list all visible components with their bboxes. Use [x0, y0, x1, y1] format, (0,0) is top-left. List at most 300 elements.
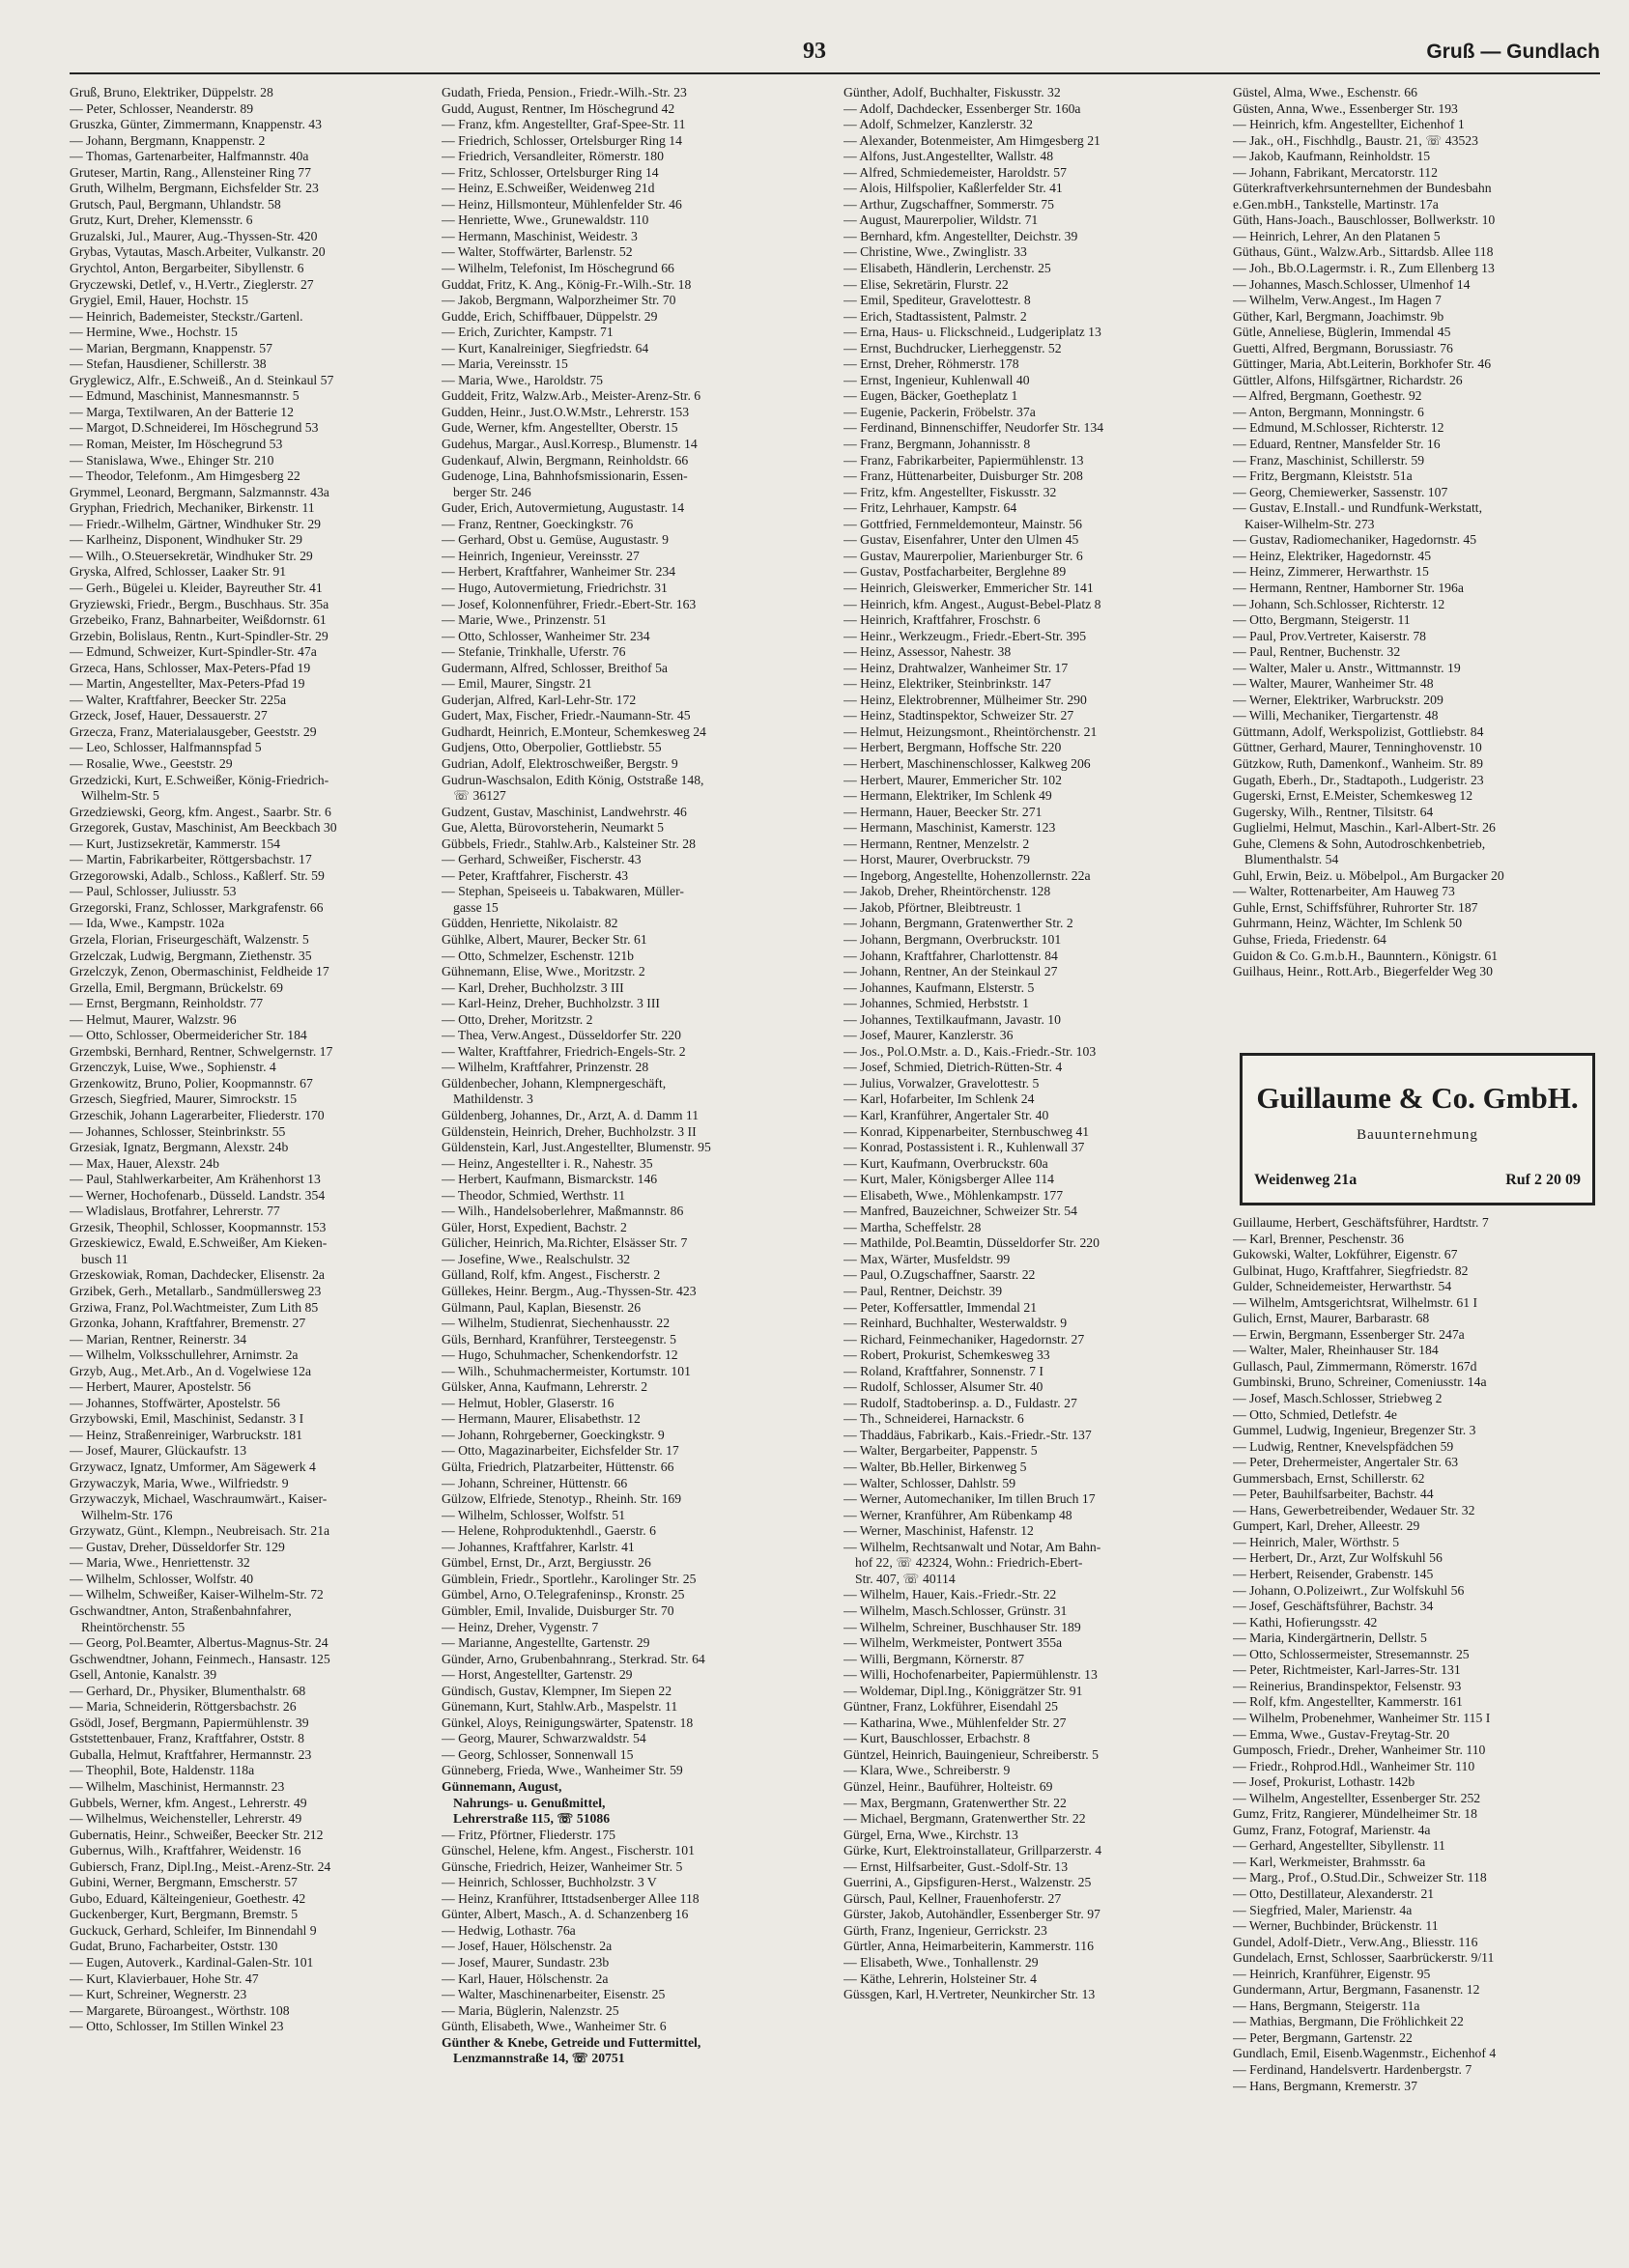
directory-entry: — Max, Wärter, Musfeldstr. 99 — [843, 1251, 1011, 1266]
directory-entry: — Adolf, Dachdecker, Essenberger Str. 160a — [843, 100, 1081, 116]
directory-entry: Günemann, Kurt, Stahlw.Arb., Maspelstr. 11 — [442, 1699, 678, 1715]
directory-entry: — Heinz, Elektriker, Hagedornstr. 45 — [1233, 548, 1432, 563]
directory-entry: Grzegorowski, Adalb., Schloss., Kaßlerf. Str. 59 — [70, 867, 325, 883]
directory-entry: — Horst, Maurer, Overbruckstr. 79 — [843, 852, 1030, 867]
directory-entry: — Wilhelm, Masch.Schlosser, Grünstr. 31 — [843, 1602, 1068, 1618]
directory-entry: — Karl-Heinz, Dreher, Buchholzstr. 3 III — [442, 996, 660, 1011]
directory-entry: Gühnemann, Elise, Wwe., Moritzstr. 2 — [442, 964, 645, 979]
directory-entry: — Johann, Rentner, An der Steinkaul 27 — [843, 964, 1058, 979]
directory-entry: — Ernst, Buchdrucker, Lierheggenstr. 52 — [843, 340, 1062, 355]
directory-entry: — Käthe, Lehrerin, Holsteiner Str. 4 — [843, 1970, 1037, 1986]
directory-entry: — Martha, Scheffelstr. 28 — [843, 1219, 982, 1234]
directory-entry: Gsödl, Josef, Bergmann, Papiermühlenstr. 39 — [70, 1715, 309, 1730]
directory-entry: — Marian, Rentner, Reinerstr. 34 — [70, 1331, 247, 1347]
directory-entry: Güntzel, Heinrich, Bauingenieur, Schreiberstr. 5 — [843, 1746, 1099, 1762]
directory-entry: Grygiel, Emil, Hauer, Hochstr. 15 — [70, 293, 248, 308]
directory-entry: — Ernst, Hilfsarbeiter, Gust.-Sdolf-Str. 13 — [843, 1858, 1069, 1874]
directory-entry: Gukowski, Walter, Lokführer, Eigenstr. 67 — [1233, 1247, 1458, 1262]
directory-entry: — Eugen, Bäcker, Goetheplatz 1 — [843, 388, 1018, 404]
directory-entry: — Wilhelm, Maschinist, Hermannstr. 23 — [70, 1778, 285, 1794]
directory-entry: — Peter, Drehermeister, Angertaler Str. 63 — [1233, 1455, 1459, 1470]
directory-entry: — Gerhard, Obst u. Gemüse, Augustastr. 9 — [442, 532, 669, 548]
directory-entry: — Wladislaus, Brotfahrer, Lehrerstr. 77 — [70, 1204, 280, 1219]
directory-entry: — Paul, Schlosser, Juliusstr. 53 — [70, 884, 237, 899]
directory-entry: Gühlke, Albert, Maurer, Becker Str. 61 — [442, 931, 647, 947]
directory-entry: Gryska, Alfred, Schlosser, Laaker Str. 91 — [70, 564, 287, 580]
directory-entry: — Walter, Bb.Heller, Birkenweg 5 — [843, 1460, 1027, 1475]
directory-column-2 — [442, 85, 801, 2249]
directory-entry: — Gustav, Maurerpolier, Marienburger Str. 6 — [843, 548, 1083, 563]
directory-entry: — Stanislawa, Wwe., Ehinger Str. 210 — [70, 452, 274, 468]
directory-entry: — Johann, Bergmann, Knappenstr. 2 — [70, 132, 266, 148]
directory-entry: — Theophil, Bote, Haldenstr. 118a — [70, 1763, 255, 1778]
directory-entry: — Ida, Wwe., Kampstr. 102a — [70, 916, 225, 931]
directory-entry: Gudat, Bruno, Facharbeiter, Oststr. 130 — [70, 1939, 278, 1954]
ad-subtitle: Bauunternehmung — [1357, 1127, 1478, 1143]
directory-entry: Gürtler, Anna, Heimarbeiterin, Kammerstr. 116 — [843, 1939, 1094, 1954]
directory-entry: Güdden, Henriette, Nikolaistr. 82 — [442, 916, 618, 931]
directory-entry: Gryglewicz, Alfr., E.Schweiß., An d. Steinkaul 57 — [70, 372, 334, 387]
directory-entry: — Heinz, Elektrobrenner, Mülheimer Str. 290 — [843, 692, 1087, 707]
directory-entry: ☏ 36127 — [453, 788, 506, 804]
ad-phone: Ruf 2 20 09 — [1505, 1172, 1581, 1188]
directory-entry: — Maria, Vereinsstr. 15 — [442, 356, 568, 372]
directory-entry: Blumenthalstr. 54 — [1244, 852, 1339, 867]
directory-entry: — Hans, Bergmann, Steigerstr. 11a — [1233, 1998, 1420, 2013]
directory-entry: — Reinerius, Brandinspektor, Felsenstr. 93 — [1233, 1678, 1462, 1693]
directory-entry: — Georg, Pol.Beamter, Albertus-Magnus-Str. 24 — [70, 1635, 329, 1651]
directory-entry: berger Str. 246 — [453, 484, 531, 499]
directory-entry: Gumz, Fritz, Rangierer, Mündelheimer Str. 18 — [1233, 1806, 1477, 1822]
directory-entry: Gülzow, Elfriede, Stenotyp., Rheinh. Str. 169 — [442, 1491, 682, 1507]
directory-entry: — Werner, Maschinist, Hafenstr. 12 — [843, 1523, 1034, 1539]
directory-entry: — Willi, Hochofenarbeiter, Papiermühlenstr. 13 — [843, 1667, 1098, 1683]
directory-entry: — Hugo, Autovermietung, Friedrichstr. 31 — [442, 580, 668, 595]
directory-entry: Günth, Elisabeth, Wwe., Wanheimer Str. 6 — [442, 2019, 667, 2034]
directory-entry: — Marie, Wwe., Prinzenstr. 51 — [442, 612, 607, 628]
directory-entry: Gugath, Eberh., Dr., Stadtapoth., Ludgeristr. 23 — [1233, 772, 1484, 787]
directory-entry: — Anton, Bergmann, Monningstr. 6 — [1233, 404, 1424, 419]
directory-entry: — Manfred, Bauzeichner, Schweizer Str. 54 — [843, 1204, 1077, 1219]
directory-entry: Rheintörchenstr. 55 — [81, 1619, 186, 1634]
directory-entry: — Gerhard, Dr., Physiker, Blumenthalstr. 68 — [70, 1683, 306, 1698]
directory-entry: — Kurt, Justizsekretär, Kammerstr. 154 — [70, 836, 281, 851]
directory-entry: — Ingeborg, Angestellte, Hohenzollernstr. 22a — [843, 867, 1091, 883]
directory-entry: — Walter, Maler, Rheinhauser Str. 184 — [1233, 1343, 1439, 1358]
directory-entry: Grzela, Florian, Friseurgeschäft, Walzenstr. 5 — [70, 931, 309, 947]
directory-entry: — Heinrich, Bademeister, Steckstr./Gartenl. — [70, 308, 303, 324]
directory-entry: Güsten, Anna, Wwe., Essenberger Str. 193 — [1233, 100, 1458, 116]
directory-entry: Gützkow, Ruth, Damenkonf., Wanheim. Str. 89 — [1233, 755, 1483, 771]
directory-entry: — Wilhelm, Amtsgerichtsrat, Wilhelmstr. 61 I — [1233, 1294, 1478, 1310]
directory-entry: — Max, Bergmann, Gratenwerther Str. 22 — [843, 1795, 1067, 1810]
directory-entry: Guglielmi, Helmut, Maschin., Karl-Albert-Str. 26 — [1233, 820, 1496, 836]
directory-entry: Guballa, Helmut, Kraftfahrer, Hermannstr. 23 — [70, 1746, 312, 1762]
directory-entry: Gudehus, Margar., Ausl.Korresp., Blumenstr. 14 — [442, 437, 698, 452]
directory-entry: — Gustav, Eisenfahrer, Unter den Ulmen 45 — [843, 532, 1079, 548]
directory-entry: — Konrad, Postassistent i. R., Kuhlenwall 37 — [843, 1140, 1085, 1155]
directory-entry: Guhe, Clemens & Sohn, Autodroschkenbetrieb, — [1233, 836, 1486, 851]
directory-entry: — Heinz, Kranführer, Ittstadsenberger Allee 118 — [442, 1890, 700, 1906]
directory-entry: Grzybowski, Emil, Maschinist, Sedanstr. 3 I — [70, 1411, 304, 1427]
directory-entry: — Herbert, Maurer, Emmericher Str. 102 — [843, 772, 1062, 787]
directory-entry: Gudenkauf, Alwin, Bergmann, Reinholdstr. 66 — [442, 452, 689, 468]
directory-entry: — Heinrich, Ingenieur, Vereinsstr. 27 — [442, 548, 640, 563]
directory-entry: — Heinz, E.Schweißer, Weidenweg 21d — [442, 181, 655, 196]
directory-entry: Güldenstein, Heinrich, Dreher, Buchholzstr. 3 II — [442, 1123, 697, 1139]
directory-entry: — Heinz, Drahtwalzer, Wanheimer Str. 17 — [843, 660, 1069, 675]
directory-entry: — Walter, Bergarbeiter, Pappenstr. 5 — [843, 1443, 1038, 1459]
directory-entry: Gundlach, Emil, Eisenb.Wagenmstr., Eichenhof 4 — [1233, 2046, 1497, 2061]
directory-entry: — Johann, Rohrgeberner, Goeckingkstr. 9 — [442, 1427, 665, 1442]
directory-entry: — Johann, Bergmann, Gratenwerther Str. 2 — [843, 916, 1073, 931]
directory-entry: Gulder, Schneidemeister, Herwarthstr. 54 — [1233, 1279, 1452, 1294]
directory-entry: — Helmut, Hobler, Glaserstr. 16 — [442, 1395, 614, 1410]
directory-entry: — Otto, Schlossermeister, Stresemannstr. 25 — [1233, 1646, 1470, 1661]
directory-entry: — Theodor, Schmied, Werthstr. 11 — [442, 1187, 626, 1203]
directory-entry: Grybas, Vytautas, Masch.Arbeiter, Vulkanstr. 20 — [70, 244, 326, 260]
directory-entry: — Heinz, Dreher, Vygenstr. 7 — [442, 1619, 599, 1634]
directory-entry: — Erwin, Bergmann, Essenberger Str. 247a — [1233, 1326, 1465, 1342]
ad-footer — [1254, 1172, 1581, 1189]
directory-entry: — Max, Hauer, Alexstr. 24b — [70, 1155, 219, 1171]
directory-column-1 — [70, 85, 429, 2249]
directory-entry: — Johannes, Masch.Schlosser, Ulmenhof 14 — [1233, 276, 1471, 292]
directory-entry: — Maria, Schneiderin, Röttgersbachstr. 26 — [70, 1699, 297, 1715]
directory-entry: Gülland, Rolf, kfm. Angest., Fischerstr. 2 — [442, 1267, 661, 1283]
directory-entry: — Adolf, Schmelzer, Kanzlerstr. 32 — [843, 117, 1033, 132]
directory-entry: — Paul, Rentner, Buchenstr. 32 — [1233, 644, 1401, 660]
directory-entry: Güstel, Alma, Wwe., Eschenstr. 66 — [1233, 85, 1417, 99]
directory-entry: — Peter, Koffersattler, Immendal 21 — [843, 1299, 1038, 1315]
directory-entry: Gschwandtner, Anton, Straßenbahnfahrer, — [70, 1602, 292, 1618]
directory-entry: — Herbert, Reisender, Grabenstr. 145 — [1233, 1567, 1434, 1582]
directory-entry: Güttinger, Maria, Abt.Leiterin, Borkhofer Str. 46 — [1233, 356, 1492, 372]
directory-entry: Güler, Horst, Expedient, Bachstr. 2 — [442, 1219, 627, 1234]
directory-entry: — Ferdinand, Handelsvertr. Hardenbergstr. 7 — [1233, 2061, 1472, 2077]
directory-entry: — Kurt, Kaufmann, Overbruckstr. 60a — [843, 1155, 1048, 1171]
directory-entry: — Emil, Spediteur, Gravelottestr. 8 — [843, 293, 1031, 308]
directory-entry: — Josef, Maurer, Sundastr. 23b — [442, 1954, 610, 1970]
directory-entry: — Franz, Rentner, Goeckingkstr. 76 — [442, 516, 634, 531]
directory-entry: — Heinz, Zimmerer, Herwarthstr. 15 — [1233, 564, 1429, 580]
directory-entry: — Heinz, Straßenreiniger, Warbruckstr. 181 — [70, 1427, 302, 1442]
directory-entry: — Friedrich, Schlosser, Ortelsburger Ring 14 — [442, 132, 682, 148]
directory-column-4 — [1233, 85, 1602, 1046]
directory-entry: — Alexander, Botenmeister, Am Himgesberg 21 — [843, 132, 1100, 148]
directory-entry: Gümblein, Friedr., Sportlehr., Karolinger Str. 25 — [442, 1571, 697, 1586]
directory-entry: — Paul, Prov.Vertreter, Kaiserstr. 78 — [1233, 628, 1427, 643]
directory-entry: Guhle, Ernst, Schiffsführer, Ruhrorter Str. 187 — [1233, 899, 1478, 915]
directory-entry: Guerrini, A., Gipsfiguren-Herst., Walzenstr. 25 — [843, 1875, 1092, 1890]
directory-entry: — Franz, Fabrikarbeiter, Papiermühlenstr. 13 — [843, 452, 1084, 468]
directory-entry: — Woldemar, Dipl.Ing., Königgrätzer Str. 91 — [843, 1683, 1083, 1698]
directory-entry: Gülicher, Heinrich, Ma.Richter, Elsässer Str. 7 — [442, 1235, 688, 1251]
directory-entry: — Karl, Hauer, Hölschenstr. 2a — [442, 1970, 609, 1986]
directory-entry: — Paul, Stahlwerkarbeiter, Am Krähenhorst 13 — [70, 1172, 321, 1187]
directory-entry: — Karl, Hofarbeiter, Im Schlenk 24 — [843, 1091, 1035, 1107]
directory-entry: — Emil, Maurer, Singstr. 21 — [442, 676, 592, 692]
directory-entry: Guckuck, Gerhard, Schleifer, Im Binnendahl 9 — [70, 1922, 317, 1938]
directory-entry: — Martin, Fabrikarbeiter, Röttgersbachstr. 17 — [70, 852, 312, 867]
directory-entry: Günneberg, Frieda, Wwe., Wanheimer Str. 59 — [442, 1763, 683, 1778]
directory-entry: Güthaus, Günt., Walzw.Arb., Sittardsb. Allee 118 — [1233, 244, 1494, 260]
directory-entry: — Josef, Prokurist, Lothastr. 142b — [1233, 1774, 1415, 1790]
directory-entry: — Wilhelm, Schlosser, Wolfstr. 51 — [442, 1507, 626, 1522]
directory-entry: Gulich, Ernst, Maurer, Barbarastr. 68 — [1233, 1311, 1430, 1326]
directory-entry: — Hermann, Rentner, Menzelstr. 2 — [843, 836, 1030, 851]
directory-entry: Güldenberg, Johannes, Dr., Arzt, A. d. Damm 11 — [442, 1108, 700, 1122]
directory-entry: — Helmut, Heizungsmont., Rheintörchenstr. 21 — [843, 723, 1098, 739]
directory-entry: — Heinrich, Kraftfahrer, Froschstr. 6 — [843, 612, 1041, 628]
directory-entry: — Josef, Schmied, Dietrich-Rütten-Str. 4 — [843, 1060, 1063, 1075]
directory-entry: Gürsch, Paul, Kellner, Frauenhoferstr. 27 — [843, 1890, 1062, 1906]
directory-entry: — Elisabeth, Händlerin, Lerchenstr. 25 — [843, 261, 1051, 276]
directory-entry: — Johann, Sch.Schlosser, Richterstr. 12 — [1233, 596, 1445, 611]
directory-entry: — Herbert, Maschinenschlosser, Kalkweg 206 — [843, 755, 1091, 771]
directory-entry: — Otto, Schlosser, Obermeidericher Str. 184 — [70, 1028, 307, 1043]
directory-entry: Gudd, August, Rentner, Im Höschegrund 42 — [442, 100, 675, 116]
directory-entry: — Walter, Maschinenarbeiter, Eisenstr. 25 — [442, 1987, 666, 2002]
directory-entry: — Wilhelm, Schreiner, Buschhauser Str. 189 — [843, 1619, 1081, 1634]
directory-entry: — Christine, Wwe., Zwinglistr. 33 — [843, 244, 1027, 260]
directory-entry: Günkel, Aloys, Reinigungswärter, Spatenstr. 18 — [442, 1715, 694, 1730]
directory-entry: — Kurt, Maler, Königsberger Allee 114 — [843, 1172, 1055, 1187]
directory-entry: — Theodor, Telefonm., Am Himgesberg 22 — [70, 468, 300, 484]
directory-entry: Guhrmann, Heinz, Wächter, Im Schlenk 50 — [1233, 916, 1463, 931]
directory-entry: Günschel, Helene, kfm. Angest., Fischerstr. 101 — [442, 1843, 695, 1858]
directory-entry: Günther & Knebe, Getreide und Futtermittel, — [442, 2034, 701, 2050]
directory-entry: — Gustav, Postfacharbeiter, Berglehne 89 — [843, 564, 1067, 580]
directory-entry: Gudath, Frieda, Pension., Friedr.-Wilh.-Str. 23 — [442, 85, 687, 99]
directory-entry: — Gottfried, Fernmeldemonteur, Mainstr. 56 — [843, 516, 1082, 531]
directory-entry: — Jak., oH., Fischhdlg., Baustr. 21, ☏ 43523 — [1233, 132, 1478, 148]
directory-entry: — Emma, Wwe., Gustav-Freytag-Str. 20 — [1233, 1726, 1450, 1742]
directory-entry: — Julius, Vorwalzer, Gravelottestr. 5 — [843, 1075, 1040, 1091]
directory-entry: Gürster, Jakob, Autohändler, Essenberger Str. 97 — [843, 1907, 1100, 1922]
directory-entry: — Heinz, Stadtinspektor, Schweizer Str. 27 — [843, 708, 1074, 723]
directory-entry: — Karlheinz, Disponent, Windhuker Str. 29 — [70, 532, 302, 548]
directory-entry: — Gerh., Bügelei u. Kleider, Bayreuther Str. 41 — [70, 580, 323, 595]
directory-entry: — Elisabeth, Wwe., Tonhallenstr. 29 — [843, 1954, 1039, 1970]
directory-entry: — Kurt, Bauschlosser, Erbachstr. 8 — [843, 1731, 1030, 1746]
directory-entry: — Werner, Elektriker, Warbruckstr. 209 — [1233, 692, 1443, 707]
directory-entry: gasse 15 — [453, 899, 499, 915]
directory-entry: — Wilhelm, Verw.Angest., Im Hagen 7 — [1233, 293, 1442, 308]
directory-entry: — Georg, Maurer, Schwarzwaldstr. 54 — [442, 1731, 646, 1746]
directory-entry: Güldenstein, Karl, Just.Angestellter, Blumenstr. 95 — [442, 1140, 711, 1155]
directory-entry: — Heinrich, kfm. Angest., August-Bebel-Platz 8 — [843, 596, 1101, 611]
directory-entry: — Kurt, Kanalreiniger, Siegfriedstr. 64 — [442, 340, 649, 355]
directory-entry: — Walter, Maler u. Anstr., Wittmannstr. 19 — [1233, 660, 1461, 675]
directory-entry: — Thaddäus, Fabrikarb., Kais.-Friedr.-Str. 137 — [843, 1427, 1092, 1442]
directory-entry: Güth, Hans-Joach., Bauschlosser, Bollwerkstr. 10 — [1233, 213, 1496, 228]
directory-entry: — Josef, Masch.Schlosser, Striebweg 2 — [1233, 1391, 1443, 1406]
directory-entry: — Herbert, Kaufmann, Bismarckstr. 146 — [442, 1172, 658, 1187]
directory-entry: Gryczewski, Detlef, v., H.Vertr., Zieglerstr. 27 — [70, 276, 314, 292]
directory-entry: — Alfons, Just.Angestellter, Wallstr. 48 — [843, 149, 1054, 164]
directory-entry: — Alois, Hilfspolier, Kaßlerfelder Str. 41 — [843, 181, 1063, 196]
directory-entry: Gudden, Heinr., Just.O.W.Mstr., Lehrerstr. 153 — [442, 404, 690, 419]
directory-entry: — Fritz, Bergmann, Kleiststr. 51a — [1233, 468, 1413, 484]
directory-entry: — Rudolf, Stadtoberinsp. a. D., Fuldastr. 27 — [843, 1395, 1077, 1410]
directory-entry: — Georg, Chemiewerker, Sassenstr. 107 — [1233, 484, 1448, 499]
directory-entry: — Wilh., Schuhmachermeister, Kortumstr. 101 — [442, 1363, 691, 1378]
directory-entry: Grzebeiko, Franz, Bahnarbeiter, Weißdornstr. 61 — [70, 612, 327, 628]
directory-entry: Grzeschik, Johann Lagerarbeiter, Fliederstr. 170 — [70, 1108, 325, 1122]
directory-entry: — Klara, Wwe., Schreiberstr. 9 — [843, 1763, 1011, 1778]
directory-entry: Grzegorski, Franz, Schlosser, Markgrafenstr. 66 — [70, 899, 324, 915]
directory-entry: — Herbert, Bergmann, Hoffsche Str. 220 — [843, 740, 1062, 755]
directory-entry: — Walter, Schlosser, Dahlstr. 59 — [843, 1475, 1016, 1490]
directory-entry: Gümbel, Arno, O.Telegrafeninsp., Kronstr. 25 — [442, 1587, 685, 1602]
directory-entry: — Maria, Wwe., Haroldstr. 75 — [442, 372, 604, 387]
directory-entry: — Johannes, Kraftfahrer, Karlstr. 41 — [442, 1539, 635, 1554]
directory-entry: — Richard, Feinmechaniker, Hagedornstr. 27 — [843, 1331, 1085, 1347]
directory-entry: — Marg., Prof., O.Stud.Dir., Schweizer Str. 118 — [1233, 1870, 1487, 1885]
directory-entry: Gudenoge, Lina, Bahnhofsmissionarin, Essen- — [442, 468, 688, 484]
directory-entry: Günder, Arno, Grubenbahnrang., Sterkrad. Str. 64 — [442, 1651, 705, 1666]
directory-entry: Gudde, Erich, Schiffbauer, Düppelstr. 29 — [442, 308, 658, 324]
directory-entry: — Wilhelm, Werkmeister, Pontwert 355a — [843, 1635, 1063, 1651]
directory-entry: — Otto, Bergmann, Steigerstr. 11 — [1233, 612, 1411, 628]
directory-entry: Gümbel, Ernst, Dr., Arzt, Bergiusstr. 26 — [442, 1555, 651, 1571]
advertisement-box — [1240, 1053, 1595, 1205]
directory-entry: — Hermann, Elektriker, Im Schlenk 49 — [843, 788, 1052, 804]
directory-entry: — Elisabeth, Wwe., Möhlenkampstr. 177 — [843, 1187, 1064, 1203]
directory-entry: — Maria, Büglerin, Nalenzstr. 25 — [442, 2002, 619, 2018]
header-rule — [70, 72, 1600, 74]
directory-column-3 — [843, 85, 1203, 2249]
directory-entry: Guidon & Co. G.m.b.H., Baunntern., Königstr. 61 — [1233, 948, 1499, 963]
directory-entry: Str. 407, ☏ 40114 — [855, 1571, 956, 1586]
directory-entry: — Heinrich, Maler, Wörthstr. 5 — [1233, 1534, 1400, 1549]
directory-entry: — Friedr., Rohprod.Hdl., Wanheimer Str. 110 — [1233, 1758, 1475, 1773]
directory-entry: Güls, Bernhard, Kranführer, Tersteegenstr. 5 — [442, 1331, 677, 1347]
directory-entry: Güterkraftverkehrsunternehmen der Bundesbahn — [1233, 181, 1492, 196]
directory-entry: — Heinz, Elektriker, Steinbrinkstr. 147 — [843, 676, 1051, 692]
directory-entry: — Heinrich, Lehrer, An den Platanen 5 — [1233, 228, 1441, 243]
directory-entry: Gundermann, Artur, Bergmann, Fasanenstr. 12 — [1233, 1982, 1480, 1998]
directory-entry: — Franz, Hüttenarbeiter, Duisburger Str. 208 — [843, 468, 1083, 484]
directory-entry: Grzeck, Josef, Hauer, Dessauerstr. 27 — [70, 708, 268, 723]
directory-entry: — Wilhelm, Kraftfahrer, Prinzenstr. 28 — [442, 1060, 649, 1075]
directory-entry: — Gerhard, Angestellter, Sibyllenstr. 11 — [1233, 1838, 1445, 1854]
directory-entry: — Werner, Automechaniker, Im tillen Bruch 17 — [843, 1491, 1096, 1507]
directory-entry: Grzelczyk, Zenon, Obermaschinist, Feldheide 17 — [70, 964, 329, 979]
directory-entry: Grzenkowitz, Bruno, Polier, Koopmannstr. 67 — [70, 1075, 313, 1091]
directory-entry: Mathildenstr. 3 — [453, 1091, 533, 1107]
directory-entry: Wilhelm-Str. 176 — [81, 1507, 173, 1522]
directory-entry: Gude, Werner, kfm. Angestellter, Oberstr. 15 — [442, 420, 678, 436]
directory-entry: — Stefan, Hausdiener, Schillerstr. 38 — [70, 356, 267, 372]
directory-entry: — Otto, Schlosser, Im Stillen Winkel 23 — [70, 2019, 284, 2034]
directory-entry: — Eugenie, Packerin, Fröbelstr. 37a — [843, 404, 1036, 419]
directory-entry: Grzella, Emil, Bergmann, Brückelstr. 69 — [70, 979, 283, 995]
directory-entry: Gürke, Kurt, Elektroinstallateur, Grillparzerstr. 4 — [843, 1843, 1102, 1858]
directory-entry: — Hans, Bergmann, Kremerstr. 37 — [1233, 2078, 1417, 2093]
directory-entry: — Marian, Bergmann, Knappenstr. 57 — [70, 340, 272, 355]
directory-entry: Gülsker, Anna, Kaufmann, Lehrerstr. 2 — [442, 1379, 648, 1395]
directory-entry: Gubernatis, Heinr., Schweißer, Beecker Str. 212 — [70, 1827, 324, 1842]
directory-entry: Grzelczak, Ludwig, Bergmann, Ziethenstr. 35 — [70, 948, 312, 963]
directory-entry: Guillaume, Herbert, Geschäftsführer, Hardtstr. 7 — [1233, 1215, 1489, 1230]
directory-entry: — Walter, Kraftfahrer, Beecker Str. 225a — [70, 692, 287, 707]
directory-entry: Gudzent, Gustav, Maschinist, Landwehrstr. 46 — [442, 804, 687, 819]
directory-entry: Grzesiak, Ignatz, Bergmann, Alexstr. 24b — [70, 1140, 289, 1155]
directory-entry: — Johann, Bergmann, Overbruckstr. 101 — [843, 931, 1062, 947]
directory-entry: Gryphan, Friedrich, Mechaniker, Birkenstr. 11 — [70, 500, 315, 516]
directory-entry: Gruß, Bruno, Elektriker, Düppelstr. 28 — [70, 85, 273, 99]
directory-entry: — Maria, Kindergärtnerin, Dellstr. 5 — [1233, 1630, 1427, 1646]
directory-entry: Günnemann, August, — [442, 1778, 562, 1794]
directory-entry: Gruszka, Günter, Zimmermann, Knappenstr. 43 — [70, 117, 322, 132]
directory-entry: — Rudolf, Schlosser, Alsumer Str. 40 — [843, 1379, 1043, 1395]
directory-entry: — Hugo, Schuhmacher, Schenkendorfstr. 12 — [442, 1347, 678, 1363]
directory-entry: — Johann, Kraftfahrer, Charlottenstr. 84 — [843, 948, 1058, 963]
directory-entry: Grzenczyk, Luise, Wwe., Sophienstr. 4 — [70, 1060, 276, 1075]
directory-entry: Grzywatz, Günt., Klempn., Neubreisach. Str. 21a — [70, 1523, 330, 1539]
directory-entry: — Henriette, Wwe., Grunewaldstr. 110 — [442, 213, 649, 228]
directory-entry: — Walter, Kraftfahrer, Friedrich-Engels-Str. 2 — [442, 1043, 686, 1059]
directory-entry: — Otto, Schmied, Detlefstr. 4e — [1233, 1406, 1397, 1422]
directory-entry: — Mathilde, Pol.Beamtin, Düsseldorfer Str. 220 — [843, 1235, 1100, 1251]
directory-entry: — Walter, Maurer, Wanheimer Str. 48 — [1233, 676, 1434, 692]
directory-entry: Güldenbecher, Johann, Klempnergeschäft, — [442, 1075, 667, 1091]
directory-entry: Guckenberger, Kurt, Bergmann, Bremstr. 5 — [70, 1907, 299, 1922]
directory-column-4-continued — [1233, 1215, 1602, 2249]
directory-entry: — Johannes, Schlosser, Steinbrinkstr. 55 — [70, 1123, 286, 1139]
directory-entry: — Franz, Bergmann, Johannisstr. 8 — [843, 437, 1031, 452]
directory-entry: — Johann, O.Polizeiwrt., Zur Wolfskuhl 56 — [1233, 1582, 1465, 1598]
directory-entry: Grzyb, Aug., Met.Arb., An d. Vogelwiese 12a — [70, 1363, 312, 1378]
directory-entry: — Walter, Stoffwärter, Barlenstr. 52 — [442, 244, 633, 260]
directory-entry: Gürth, Franz, Ingenieur, Gerrickstr. 23 — [843, 1922, 1047, 1938]
directory-entry: Günter, Albert, Masch., A. d. Schanzenberg 16 — [442, 1907, 689, 1922]
directory-entry: — Jos., Pol.O.Mstr. a. D., Kais.-Friedr.-Str. 103 — [843, 1043, 1097, 1059]
directory-entry: e.Gen.mbH., Tankstelle, Martinstr. 17a — [1233, 196, 1439, 212]
directory-entry: Grychtol, Anton, Bergarbeiter, Sibyllenstr. 6 — [70, 261, 304, 276]
directory-entry: — Margot, D.Schneiderei, Im Höschegrund 53 — [70, 420, 319, 436]
directory-entry: — Thomas, Gartenarbeiter, Halfmannstr. 40a — [70, 149, 309, 164]
directory-entry: — Marga, Textilwaren, An der Batterie 12 — [70, 404, 294, 419]
directory-entry: Guddat, Fritz, K. Ang., König-Fr.-Wilh.-Str. 18 — [442, 276, 692, 292]
directory-entry: Guhl, Erwin, Beiz. u. Möbelpol., Am Burgacker 20 — [1233, 867, 1504, 883]
directory-entry: — Jakob, Pförtner, Bleibtreustr. 1 — [843, 899, 1022, 915]
directory-entry: — Peter, Bergmann, Gartenstr. 22 — [1233, 2029, 1413, 2045]
directory-entry: — Werner, Buchbinder, Brückenstr. 11 — [1233, 1918, 1439, 1934]
directory-entry: — Kurt, Schreiner, Wegnerstr. 23 — [70, 1987, 247, 2002]
directory-entry: Gundel, Adolf-Dietr., Verw.Ang., Bliesstr. 116 — [1233, 1934, 1478, 1949]
directory-entry: — Hermann, Maschinist, Kamerstr. 123 — [843, 820, 1056, 836]
directory-entry: — Franz, Maschinist, Schillerstr. 59 — [1233, 452, 1425, 468]
directory-entry: — Konrad, Kippenarbeiter, Sternbuschweg 41 — [843, 1123, 1090, 1139]
directory-entry: Gümbler, Emil, Invalide, Duisburger Str. 70 — [442, 1602, 674, 1618]
directory-entry: — Franz, kfm. Angestellter, Graf-Spee-Str. 11 — [442, 117, 686, 132]
directory-entry: — Bernhard, kfm. Angestellter, Deichstr. 39 — [843, 228, 1078, 243]
directory-entry: Gudert, Max, Fischer, Friedr.-Naumann-Str. 45 — [442, 708, 691, 723]
directory-entry: — Siegfried, Maler, Marienstr. 4a — [1233, 1902, 1413, 1917]
directory-entry: — Hermann, Maurer, Elisabethstr. 12 — [442, 1411, 641, 1427]
ad-address: Weidenweg 21a — [1254, 1172, 1358, 1188]
directory-entry: — Herbert, Kraftfahrer, Wanheimer Str. 234 — [442, 564, 676, 580]
directory-entry: — Jakob, Dreher, Rheintörchenstr. 128 — [843, 884, 1051, 899]
directory-entry: — Peter, Schlosser, Neanderstr. 89 — [70, 100, 254, 116]
directory-entry: Gulbinat, Hugo, Kraftfahrer, Siegfriedstr. 82 — [1233, 1262, 1469, 1278]
directory-entry: — Edmund, M.Schlosser, Richterstr. 12 — [1233, 420, 1444, 436]
directory-entry: — Heinrich, Schlosser, Buchholzstr. 3 V — [442, 1875, 657, 1890]
directory-entry: — Wilhelm, Probenehmer, Wanheimer Str. 115 I — [1233, 1710, 1491, 1725]
